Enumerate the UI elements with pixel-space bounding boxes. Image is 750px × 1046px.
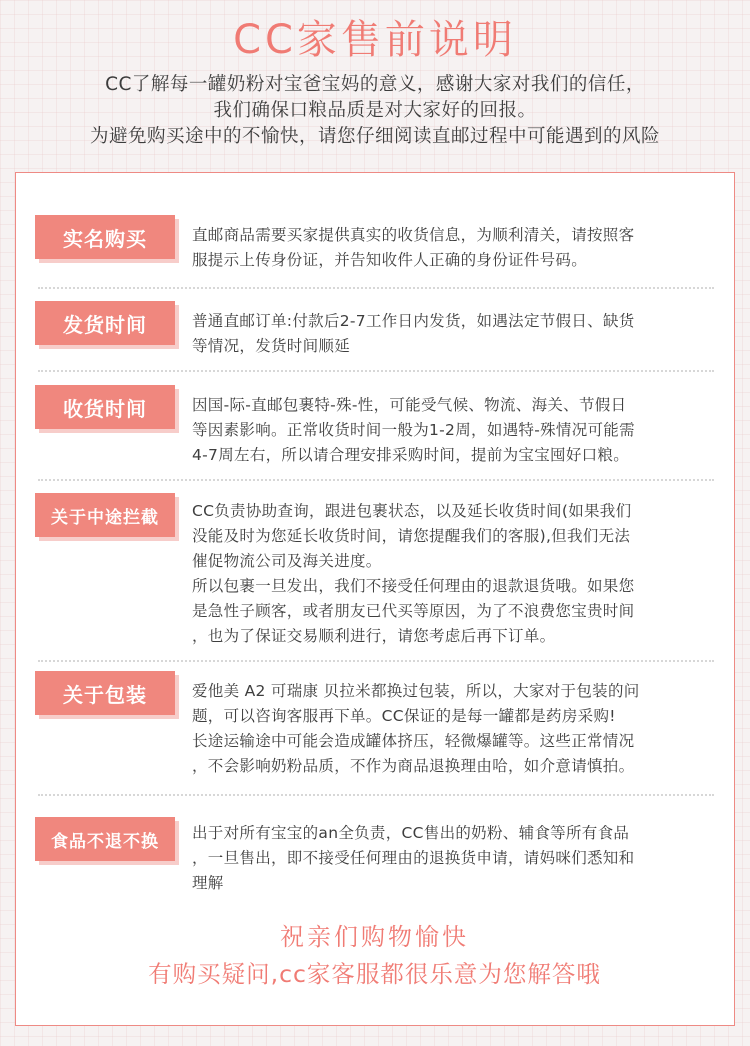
description-line: 等情况，发货时间顺延 <box>192 337 351 355</box>
closing-contact: 有购买疑问,cc家客服都很乐意为您解答哦 <box>148 960 601 988</box>
divider <box>38 287 714 289</box>
intro-line: 我们确保口粮品质是对大家好的回报。 <box>213 100 537 121</box>
description-line: 催促物流公司及海关进度。 <box>192 552 382 570</box>
section-tag: 关于中途拦截 <box>35 493 175 537</box>
section-tag: 实名购买 <box>35 215 175 259</box>
section-tag: 发货时间 <box>35 301 175 345</box>
description-line: 没能及时为您延长收货时间，请您提醒我们的客服),但我们无法 <box>192 527 631 545</box>
description-line: 直邮商品需要买家提供真实的收货信息，为顺利清关，请按照客 <box>192 226 635 244</box>
description-line: ，一旦售出，即不接受任何理由的退换货申请，请妈咪们悉知和 <box>192 849 635 867</box>
description-line: 是急性子顾客，或者朋友已代买等原因，为了不浪费您宝贵时间 <box>192 602 635 620</box>
description-line: ，也为了保证交易顺利进行，请您考虑后再下订单。 <box>192 627 556 645</box>
description-line: 因国-际-直邮包裹特-殊-性，可能受气候、物流、海关、节假日 <box>192 396 627 414</box>
divider <box>38 479 714 481</box>
description-line: 题，可以咨询客服再下单。CC保证的是每一罐都是药房采购! <box>192 707 616 725</box>
divider <box>38 660 714 662</box>
section-description <box>192 309 726 359</box>
section-tag: 关于包装 <box>35 671 175 715</box>
description-line: CC负责协助查询，跟进包裹状态，以及延长收货时间(如果我们 <box>192 502 632 520</box>
section-description <box>192 393 726 468</box>
divider <box>38 370 714 372</box>
section-description <box>192 821 726 896</box>
section-description <box>192 679 726 779</box>
intro-line: CC了解每一罐奶粉对宝爸宝妈的意义，感谢大家对我们的信任， <box>105 74 645 95</box>
description-line: 等因素影响。正常收货时间一般为1-2周，如遇特-殊情况可能需 <box>192 421 635 439</box>
description-line: 出于对所有宝宝的an全负责，CC售出的奶粉、辅食等所有食品 <box>192 824 630 842</box>
notice-card <box>15 172 735 1026</box>
divider <box>38 794 714 796</box>
description-line: 4-7周左右，所以请合理安排采购时间，提前为宝宝囤好口粮。 <box>192 446 630 464</box>
description-line: 所以包裹一旦发出，我们不接受任何理由的退款退货哦。如果您 <box>192 577 635 595</box>
page-title: CC家售前说明 <box>233 17 517 63</box>
description-line: 爱他美 A2 可瑞康 贝拉米都换过包装，所以，大家对于包装的问 <box>192 682 640 700</box>
section-tag: 收货时间 <box>35 385 175 429</box>
section-description <box>192 223 726 273</box>
closing-greeting: 祝亲们购物愉快 <box>280 923 469 951</box>
description-line: ，不会影响奶粉品质，不作为商品退换理由哈，如介意请慎拍。 <box>192 757 635 775</box>
description-line: 理解 <box>192 874 224 892</box>
section-description <box>192 499 726 649</box>
description-line: 长途运输途中可能会造成罐体挤压，轻微爆罐等。这些正常情况 <box>192 732 635 750</box>
section-tag: 食品不退不换 <box>35 817 175 861</box>
intro-text <box>0 72 750 150</box>
description-line: 普通直邮订单:付款后2-7工作日内发货，如遇法定节假日、缺货 <box>192 312 635 330</box>
description-line: 服提示上传身份证，并告知收件人正确的身份证件号码。 <box>192 251 588 269</box>
intro-line: 为避免购买途中的不愉快，请您仔细阅读直邮过程中可能遇到的风险 <box>89 126 660 147</box>
